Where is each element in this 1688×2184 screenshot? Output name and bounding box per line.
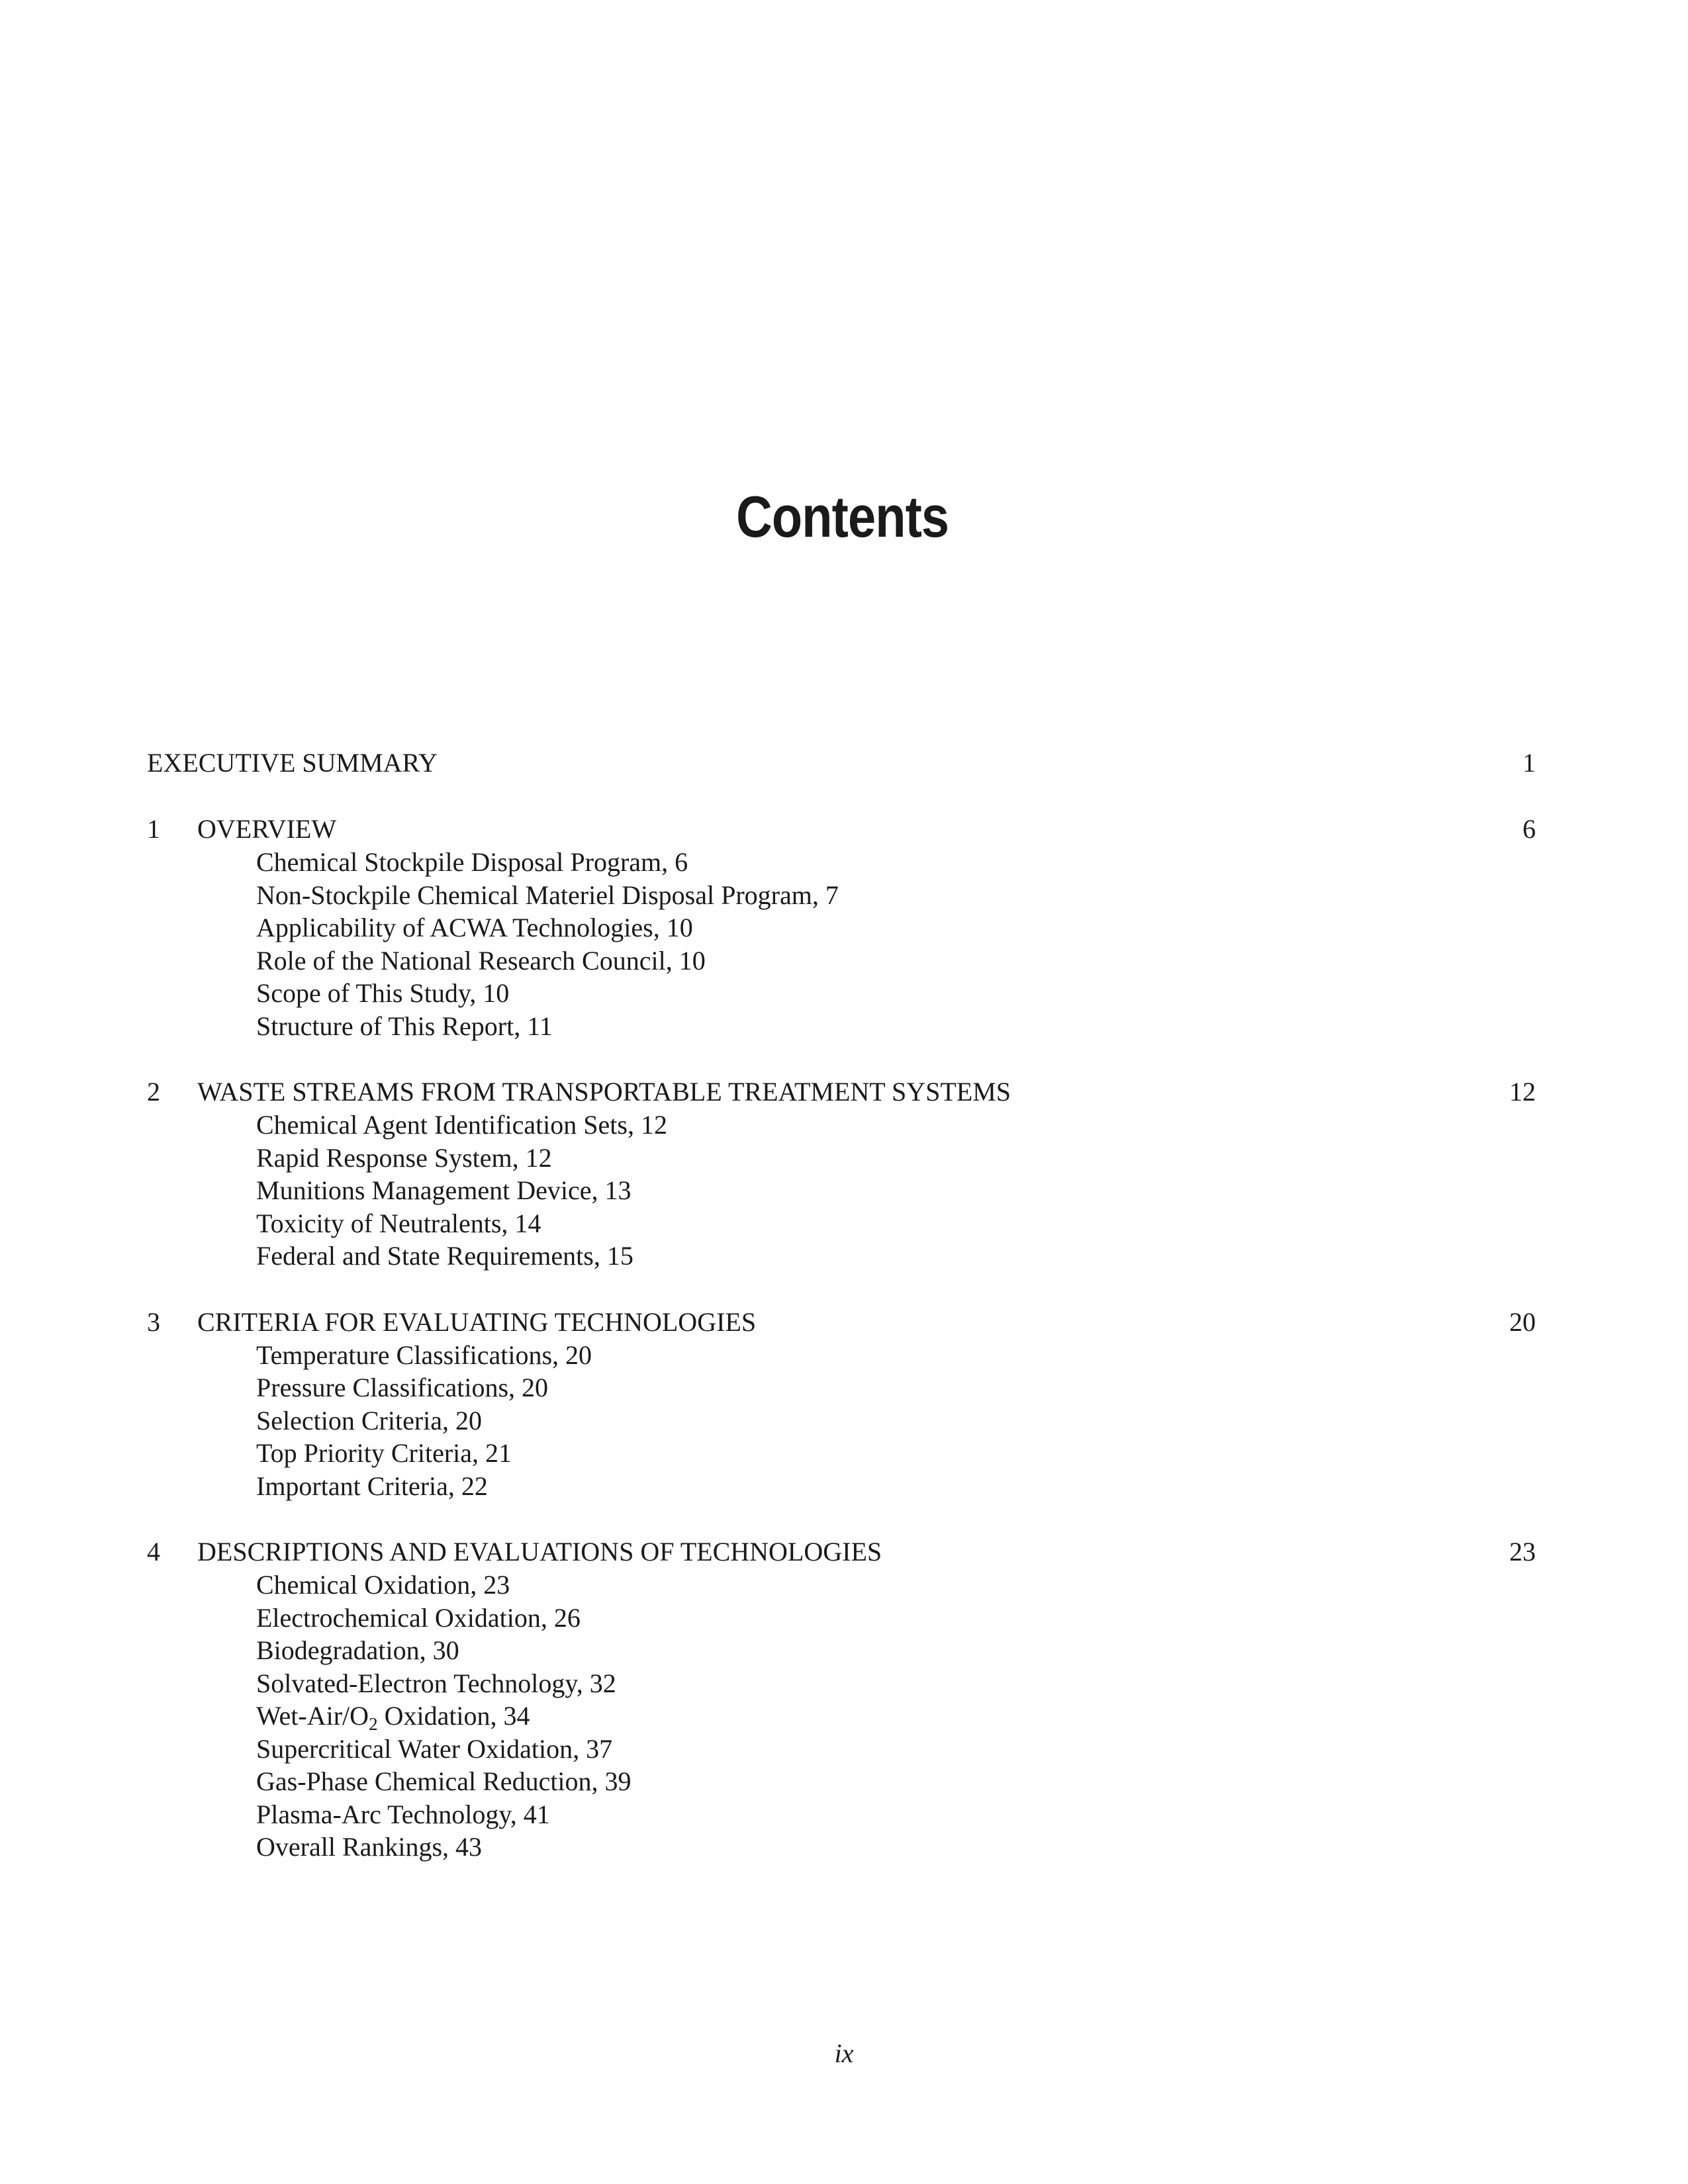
toc-section: Temperature Classifications, 20	[256, 1340, 592, 1370]
toc-page-number: 12	[1509, 1077, 1536, 1107]
toc-page-number: 1	[1523, 748, 1536, 778]
toc-chapter-title: OVERVIEW	[197, 814, 337, 844]
toc-section: Munitions Management Device, 13	[256, 1175, 632, 1205]
toc-section-text: Oxidation, 34	[377, 1701, 530, 1731]
toc-section	[147, 1700, 1536, 1733]
toc-chapter-line	[147, 1306, 1536, 1339]
toc-section: Applicability of ACWA Technologies, 10	[256, 913, 693, 942]
toc-section: Non-Stockpile Chemical Materiel Disposal Program, 7	[256, 880, 839, 910]
toc-chapter-number: 4	[147, 1537, 160, 1567]
toc-section: Structure of This Report, 11	[256, 1011, 553, 1041]
toc-section: Chemical Oxidation, 23	[256, 1570, 510, 1600]
toc-section: Biodegradation, 30	[256, 1635, 459, 1665]
toc-section: Chemical Agent Identification Sets, 12	[256, 1110, 667, 1140]
toc-chapter-line	[147, 1535, 1536, 1569]
toc-chapter	[147, 747, 1536, 780]
toc-chapter-number: 1	[147, 814, 160, 844]
toc-chapter-title: WASTE STREAMS FROM TRANSPORTABLE TREATMENT SYSTEMS	[197, 1077, 1011, 1107]
toc-chapter	[147, 813, 1536, 1042]
toc-chapter-title: DESCRIPTIONS AND EVALUATIONS OF TECHNOLOGIES	[197, 1537, 882, 1567]
toc-section: Electrochemical Oxidation, 26	[256, 1602, 581, 1633]
toc-section: Toxicity of Neutralents, 14	[256, 1208, 541, 1238]
toc-chapter-line	[147, 747, 1536, 780]
toc-chapter-title: EXECUTIVE SUMMARY	[147, 748, 438, 778]
toc-section-text: Wet-Air/O	[256, 1701, 369, 1731]
toc-section: Selection Criteria, 20	[256, 1405, 483, 1435]
toc-section: Scope of This Study, 10	[256, 978, 510, 1008]
toc-section: Federal and State Requirements, 15	[256, 1241, 633, 1271]
toc-section: Chemical Stockpile Disposal Program, 6	[256, 847, 688, 877]
toc-section: Overall Rankings, 43	[256, 1832, 483, 1862]
toc-page-number: 20	[1509, 1306, 1536, 1337]
toc-chapter-number: 2	[147, 1077, 160, 1107]
toc-chapter-line	[147, 813, 1536, 846]
toc-section: Pressure Classifications, 20	[256, 1373, 549, 1402]
toc-page-number: 6	[1523, 814, 1536, 844]
page-title: Contents	[736, 483, 949, 549]
toc-section: Supercritical Water Oxidation, 37	[256, 1733, 613, 1764]
toc-chapter	[147, 1075, 1536, 1273]
toc-page-number: 23	[1509, 1537, 1536, 1567]
page-number: ix	[834, 2038, 854, 2068]
toc-chapter-title: CRITERIA FOR EVALUATING TECHNOLOGIES	[197, 1306, 757, 1337]
toc-section: Rapid Response System, 12	[256, 1142, 552, 1173]
toc-chapter	[147, 1535, 1536, 1864]
toc-chapter	[147, 1306, 1536, 1503]
toc-section: Role of the National Research Council, 10	[256, 945, 706, 976]
toc-chapter-number: 3	[147, 1306, 160, 1337]
toc-section-subscript: 2	[369, 1714, 378, 1734]
toc-section: Gas-Phase Chemical Reduction, 39	[256, 1766, 632, 1796]
toc-chapter-line	[147, 1075, 1536, 1109]
toc-section: Important Criteria, 22	[256, 1471, 488, 1501]
toc-section: Plasma-Arc Technology, 41	[256, 1799, 550, 1829]
toc-section: Solvated-Electron Technology, 32	[256, 1668, 616, 1698]
table-of-contents	[147, 747, 1536, 1897]
toc-section: Top Priority Criteria, 21	[256, 1438, 512, 1468]
